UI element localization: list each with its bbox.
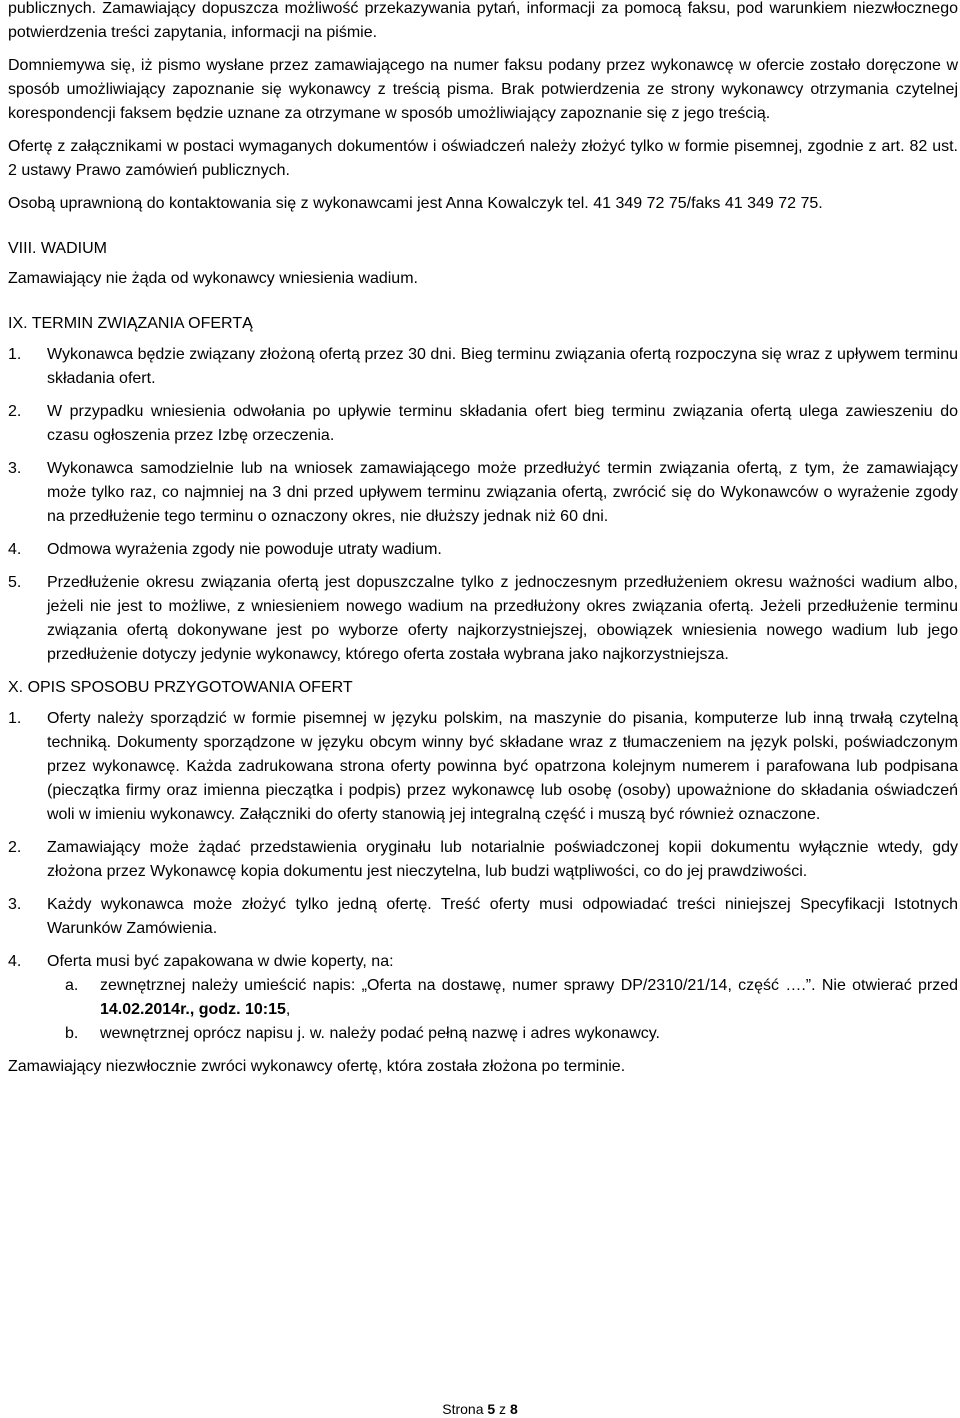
opening-date: 14.02.2014r., godz. 10:15 <box>100 1001 286 1018</box>
paragraph-fax-communication: publicznych. Zamawiający dopuszcza możliwość przekazywania pytań, informacji za pomocą faksu, pod warunkiem niezwłocznego potwierdzenia treści zapytania, informacji na piśmie. <box>8 0 958 41</box>
list-item <box>8 400 958 448</box>
sub-item-inner-envelope <box>8 1022 958 1046</box>
section-ix-list <box>8 343 958 667</box>
section-x-heading: X. OPIS SPOSOBU PRZYGOTOWANIA OFERT <box>8 679 353 696</box>
list-item <box>8 950 958 974</box>
paragraph-contact-person: Osobą uprawnioną do kontaktowania się z wykonawcami jest Anna Kowalczyk tel. 41 349 72 75/faks 41 349 72 75. <box>8 195 823 212</box>
total-page-count: 8 <box>509 1401 518 1417</box>
list-item-text: Każdy wykonawca może złożyć tylko jedną ofertę. Treść oferty musi odpowiadać treści niniejszej Specyfikacji Istotnych Warunków Zamówienia. <box>47 896 958 937</box>
list-item <box>8 457 958 529</box>
document-page <box>8 0 958 1079</box>
sub-item-text-pre: zewnętrznej należy umieścić napis: „Oferta na dostawę, numer sprawy DP/2310/21/14, część ….”. Nie otwierać przed <box>100 977 958 994</box>
list-item-number: 3. <box>8 460 22 477</box>
section-viii-text: Zamawiający nie żąda od wykonawcy wniesienia wadium. <box>8 270 418 287</box>
section-ix-heading: IX. TERMIN ZWIĄZANIA OFERTĄ <box>8 315 253 332</box>
list-item-number: 1. <box>8 710 22 727</box>
page-number-prefix: Strona <box>442 1401 488 1417</box>
paragraph-offer-form: Ofertę z załącznikami w postaci wymaganych dokumentów i oświadczeń należy złożyć tylko w formie pisemnej, zgodnie z art. 82 ust. 2 ustawy Prawo zamówień publicznych. <box>8 138 958 179</box>
paragraph-fax-delivery: Domniemywa się, iż pismo wysłane przez zamawiającego na numer faksu podany przez wykonawcę w ofercie zostało doręczone w sposób umożliwiający zapoznanie się wykonawcy z treścią pisma. Brak potwierdzenia ze strony wykonawcy otrzymania czytelnej korespondencji faksem będzie uznane za otrzymane w sposób umożliwiający zapoznanie się z jego treścią. <box>8 57 958 122</box>
list-item-number: 2. <box>8 839 22 856</box>
list-item <box>8 893 958 941</box>
list-item-text: Odmowa wyrażenia zgody nie powoduje utraty wadium. <box>47 541 442 558</box>
list-item <box>8 836 958 884</box>
list-item-text: W przypadku wniesienia odwołania po upływie terminu składania ofert bieg terminu związania ofertą ulega zawieszeniu do czasu ogłoszenia przez Izbę orzeczenia. <box>47 403 958 444</box>
sub-item-label: a. <box>65 977 79 994</box>
list-item-text: Przedłużenie okresu związania ofertą jest dopuszczalne tylko z jednoczesnym przedłużeniem okresu ważności wadium albo, jeżeli nie jest to możliwe, z wniesieniem nowego wadium na przedłużony okres związania ofertą. Jeżeli przedłużenie terminu związania ofertą dokonywane jest po wyborze oferty najkorzystniejszej, obowiązek wniesienia nowego wadium lub jego przedłużenie dotyczy jedynie wykonawcy, którego oferta została wybrana jako najkorzystniejsza. <box>47 574 958 663</box>
current-page-number: 5 <box>487 1401 496 1417</box>
sub-item-text: wewnętrznej oprócz napisu j. w. należy podać pełną nazwę i adres wykonawcy. <box>100 1025 660 1042</box>
sub-item-text-post: , <box>285 1001 291 1018</box>
list-item-number: 1. <box>8 346 22 363</box>
page-footer <box>0 1400 960 1418</box>
sub-item-label: b. <box>65 1025 79 1042</box>
section-viii-heading: VIII. WADIUM <box>8 240 107 257</box>
list-item-number: 2. <box>8 403 22 420</box>
page-number-middle: z <box>495 1401 510 1417</box>
closing-paragraph: Zamawiający niezwłocznie zwróci wykonawcy ofertę, która została złożona po terminie. <box>8 1058 626 1075</box>
list-item <box>8 707 958 827</box>
list-item-number: 4. <box>8 953 22 970</box>
sub-item-outer-envelope <box>8 974 958 1022</box>
list-item-number: 3. <box>8 896 22 913</box>
list-item-number: 5. <box>8 574 22 591</box>
list-item <box>8 538 958 562</box>
list-item-text: Oferty należy sporządzić w formie pisemnej w języku polskim, na maszynie do pisania, komputerze lub inną trwałą czytelną techniką. Dokumenty sporządzone w języku obcym winny być składane wraz z tłumaczeniem na język polski, poświadczonym przez wykonawcę. Każda zadrukowana strona oferty powinna być opatrzona kolejnym numerem i parafowana lub podpisana (pieczątka firmy oraz imienna pieczątka i podpis) przez wykonawcę lub osobę (osoby) upoważnione do składania oświadczeń woli w imieniu wykonawcy. Załączniki do oferty stanowią jej integralną część i muszą być również oznaczone. <box>47 710 958 823</box>
list-item <box>8 343 958 391</box>
list-item <box>8 571 958 667</box>
list-item-text: Wykonawca samodzielnie lub na wniosek zamawiającego może przedłużyć termin związania ofertą, z tym, że zamawiający może tylko raz, co najmniej na 3 dni przed upływem terminu związania ofertą, zwrócić się do Wykonawców o wyrażenie zgody na przedłużenie tego terminu o oznaczony okres, nie dłuższy jednak niż 60 dni. <box>47 460 958 525</box>
list-item-text: Zamawiający może żądać przedstawienia oryginału lub notarialnie poświadczonej kopii dokumentu wyłącznie wtedy, gdy złożona przez Wykonawcę kopia dokumentu jest nieczytelna, lub budzi wątpliwości, co do jej prawdziwości. <box>47 839 958 880</box>
list-item-text: Wykonawca będzie związany złożoną ofertą przez 30 dni. Bieg terminu związania ofertą rozpoczyna się wraz z upływem terminu składania ofert. <box>47 346 958 387</box>
sub-item-text <box>100 974 958 1022</box>
section-x-list <box>8 707 958 1046</box>
list-item-text: Oferta musi być zapakowana w dwie koperty, na: <box>47 953 394 970</box>
list-item-number: 4. <box>8 541 22 558</box>
